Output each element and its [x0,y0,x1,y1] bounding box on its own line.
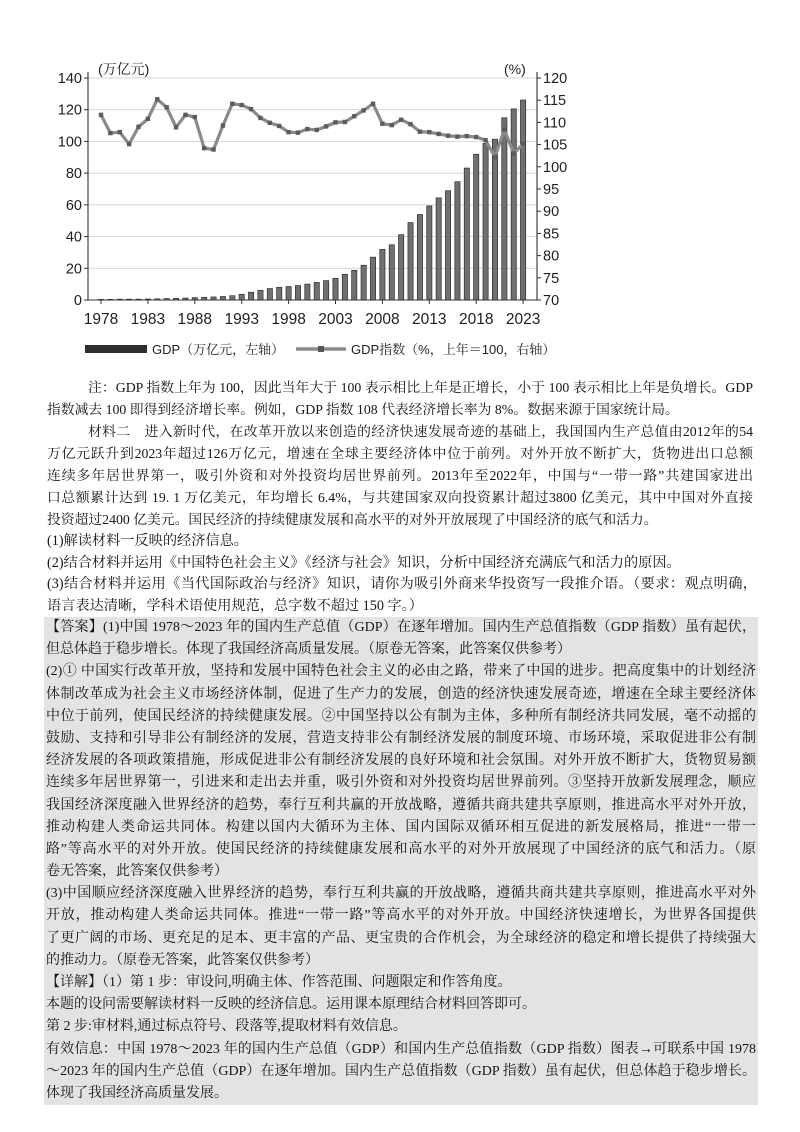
answer-line: 但总体趋于稳步增长。体现了我国经济高质量发展。（原卷无答案，此答案仅供参考） [46,642,571,658]
gdp-bar [408,223,413,300]
gdp-bar [230,296,235,300]
y-right-tick-label: 95 [543,182,560,198]
gdp-index-point [408,122,412,126]
x-tick-label: 1983 [130,311,166,328]
y-right-tick-label: 110 [543,115,567,132]
explanation-line: 本题的设问需要解读材料一反映的经济信息。运用课本原理结合材料回答即可。 [46,997,536,1013]
answer-line: 经济发展的各项政策措施，形成促进非公有制经济发展的良好环境和社会氛围。对外开放不断扩大，货物贸易额 [46,753,756,769]
gdp-index-point [324,124,328,128]
material-line: 连续多年居世界第一，吸引外资和对外投资均居世界前列。2013年至2022年，中国与“一带一路”共建国家进出 [47,468,753,483]
gdp-index-point [146,117,150,121]
answer-line: 鼓励、支持和引导非公有制经济的发展，营造支持非公有制经济发展的制度环境、市场环境，采取促进非公有制 [46,730,756,746]
left-axis-unit: (万亿元) [98,61,150,77]
right-axis-unit: (%) [504,61,526,77]
x-tick-label: 1993 [224,311,259,328]
gdp-bar [342,274,347,300]
gdp-bar [286,287,291,300]
y-right-tick-label: 115 [543,93,567,110]
gdp-bar [295,286,300,300]
gdp-index-point [521,142,525,146]
y-left-tick-label: 140 [57,71,82,87]
x-tick-label: 2018 [458,311,494,328]
gdp-bar [502,118,507,300]
gdp-index-point [418,130,422,134]
y-left-tick-label: 80 [65,166,82,183]
gdp-bar [521,100,526,300]
gdp-bar [474,154,479,300]
gdp-index-point [211,147,215,151]
gdp-bar [248,292,253,300]
explanation-line: 【详解】（1）第 1 步：审设问,明确主体、作答范围、问题限定和作答角度。 [46,975,512,990]
y-left-tick-label: 40 [65,229,82,246]
gdp-bar [305,284,310,300]
y-right-tick-label: 75 [543,270,560,287]
y-right-tick-label: 85 [543,226,560,243]
gdp-index-line [99,97,526,159]
y-right-tick-label: 90 [543,204,560,221]
gdp-bar [380,249,385,300]
legend-label-gdp: GDP（万亿元，左轴） [152,342,285,357]
gdp-bar [277,287,282,300]
explanation-line: ～2023 年的国内生产总值（GDP）在逐年增加。国内生产总值指数（GDP 指数）虽有起伏，但总体趋于稳步增长。 [46,1063,756,1079]
question-line: (1)解读材料一反映的经济信息。 [47,533,248,549]
legend-swatch-gdp [85,345,147,353]
x-tick-label: 1988 [177,311,213,328]
explanation-line: 第 2 步:审材料,通过标点符号、段落等,提取材料有效信息。 [46,1019,407,1035]
gdp-index-point [127,142,131,146]
y-right-tick-label: 120 [543,71,568,87]
x-tick-label: 1978 [83,311,119,328]
gdp-bar [455,182,460,300]
gdp-bar [389,245,394,300]
y-left-tick-label: 60 [65,197,82,214]
material-line: 投资超过2400 亿美元。国民经济的持续健康发展和高水平的对外开放展现了中国经济的底气和活力。 [47,512,658,527]
x-tick-label: 2008 [365,311,400,328]
question-line: (2)结合材料并运用《中国特色社会主义》《经济与社会》知识，分析中国经济充满底气和活力的原因。 [47,554,681,571]
material-line: 材料二 进入新时代，在改革开放以来创造的经济快速发展奇迹的基础上，我国国内生产总值由2012年的54 [88,424,753,439]
gdp-bar [464,168,469,300]
explanation-line: 体现了我国经济高质量发展。 [46,1085,228,1101]
gdp-index-point [286,130,290,134]
gdp-bar [239,294,244,300]
legend-marker-gdp-index [318,346,324,352]
answer-line: 推动构建人类命运共同体。构建以国内大循环为主体、国内国际双循环相互促进的新发展格局，推进“一带一 [46,819,756,835]
gdp-index-point [240,103,244,107]
note-line: 指数减去 100 即得到经济增长率。例如，GDP 指数 108 代表经济增长率为 8%。数据来源于国家统计局。 [47,402,679,417]
gdp-bar [314,282,319,300]
answer-line: 连续多年居世界第一，引进来和走出去并重，吸引外资和对外投资均居世界前列。③坚持开放新发展理念，顺应 [46,775,756,791]
gdp-index-point [399,118,403,122]
gdp-index-point [371,102,375,106]
gdp-bar [370,257,375,300]
gdp-index-point [361,108,365,112]
gdp-index-point [483,138,487,142]
questions [47,531,757,617]
material-line: 口总额累计达到 19. 1 万亿美元，年均增长 6.4%，与共建国家双向投资累计超过3800 亿美元，其中中国对外直接 [47,490,753,505]
gdp-index-point [183,113,187,117]
gdp-index-point [493,155,497,159]
gdp-bar [399,235,404,300]
gdp-index-point [465,134,469,138]
note-line: 注：GDP 指数上年为 100，因此当年大于 100 表示相比上年是正增长，小于 100 表示相比上年是负增长。GDP [88,380,753,395]
answer-line: 【答案】(1)中国 1978～2023 年的国内生产总值（GDP）在逐年增加。国内生产总值指数（GDP 指数）虽有起伏， [46,620,756,635]
gdp-index-point [174,125,178,129]
material-line: 万亿元跃升到2023年超过126万亿元，增速在全球主要经济体中位于前列。对外开放不断扩大，货物进出口总额 [47,446,753,461]
gdp-chart [0,0,800,372]
answer-line: 了更广阔的市场、更充足的足本、更丰富的产品、更宝贵的合作机会，为全球经济的稳定和增长提供了持续强大 [46,930,756,946]
y-left-tick-label: 20 [65,261,82,278]
gdp-index-point [427,130,431,134]
gdp-bar [436,198,441,300]
question-line: (3)结合材料并运用《当代国际政治与经济》知识，请你为吸引外商来华投资写一段推介语。（要求：观点明确， [47,576,757,592]
answer-line: 卷无答案，此答案仅供参考） [46,864,228,880]
answer-line: 开放，推动构建人类命运共同体。推进“一带一路”等高水平的对外开放。中国经济快速增长，为世界各国提供 [46,908,756,924]
gdp-index-point [268,121,272,125]
gdp-index-point [380,122,384,126]
gdp-bar [258,290,263,300]
gdp-index-point [390,123,394,127]
gdp-index-point [99,113,103,117]
gdp-bar [324,281,329,300]
x-tick-label: 2003 [318,311,353,328]
gdp-index-point [512,151,516,155]
gdp-index-polyline [101,99,523,157]
legend [85,342,555,358]
y-right-tick-label: 100 [543,159,568,176]
answer-line: (2)① 中国实行改革开放，坚持和发展中国特色社会主义的必由之路，带来了中国的进步。把高度集中的计划经济 [46,664,756,680]
gdp-bar [417,215,422,300]
gdp-bar [511,109,516,300]
gdp-bar [483,143,488,300]
y-left-tick-label: 0 [73,293,82,309]
gdp-bar [361,265,366,300]
gdp-bar [352,270,357,300]
y-right-tick-label: 80 [543,248,560,265]
gdp-bar [427,206,432,300]
gdp-bar [267,289,272,300]
y-right-tick-label: 70 [543,293,560,309]
answer-section [44,617,758,1105]
gdp-bar [445,191,450,300]
gdp-index-point [258,116,262,120]
explanation-line: 有效信息：中国 1978～2023 年的国内生产总值（GDP）和国内生产总值指数（GDP 指数）图表→可联系中国 1978 [46,1041,756,1057]
gdp-index-point [193,115,197,119]
note-and-material [47,377,753,531]
answer-line: (3)中国顺应经济深度融入世界经济的趋势，奉行互利共赢的开放战略，遵循共商共建共享原则，推进高水平对外 [46,886,756,902]
gdp-index-point [296,130,300,134]
gdp-index-point [446,134,450,138]
answer-line: 的推动力。（原卷无答案，此答案仅供参考） [46,952,319,968]
answer-line: 我国经济深度融入世界经济的趋势，奉行互利共赢的开放战略，遵循共商共建共享原则，推进高水平对外开放， [46,797,756,813]
gdp-index-point [164,105,168,109]
gdp-index-point [315,128,319,132]
gdp-index-point [333,120,337,124]
gdp-index-point [343,120,347,124]
gdp-index-point [436,132,440,136]
legend-label-gdp-index: GDP指数（%，上年＝100，右轴） [351,342,556,357]
gdp-index-point [474,135,478,139]
gdp-index-point [202,146,206,150]
question-line: 语言表达清晰，学科术语使用规范，总字数不超过 150 字。） [47,597,423,614]
y-left-tick-label: 120 [57,102,82,119]
gdp-index-point [136,125,140,129]
gdp-index-point [221,123,225,127]
gdp-index-point [305,127,309,131]
answer-line: 中位于前列，使国民经济的持续健康发展。②中国坚持以公有制为主体，多种所有制经济共同发展，毫不动摇的 [46,708,756,724]
gdp-bar [333,278,338,300]
gdp-index-point [277,124,281,128]
y-left-tick-label: 100 [57,134,82,151]
x-tick-label: 1998 [271,311,306,328]
gdp-index-point [249,107,253,111]
gdp-index-point [230,102,234,106]
answer-line: 体制改革成为社会主义市场经济体制，促进了生产力的发展，创造的经济快速发展奇迹，增速在全球主要经济体 [46,686,756,702]
gdp-index-point [108,131,112,135]
gdp-bar [492,139,497,300]
answer-line: 路”等高水平的对外开放。使国民经济的持续健康发展和高水平的对外开放展现了中国经济的底气和活力。（原 [46,841,756,857]
gdp-index-point [455,134,459,138]
gdp-index-point [352,114,356,118]
gdp-index-point [155,97,159,101]
gdp-index-point [502,127,506,131]
x-tick-label: 2013 [412,311,447,328]
y-right-tick-label: 105 [543,137,568,154]
x-tick-label: 2023 [505,311,541,328]
gdp-index-point [118,130,122,134]
